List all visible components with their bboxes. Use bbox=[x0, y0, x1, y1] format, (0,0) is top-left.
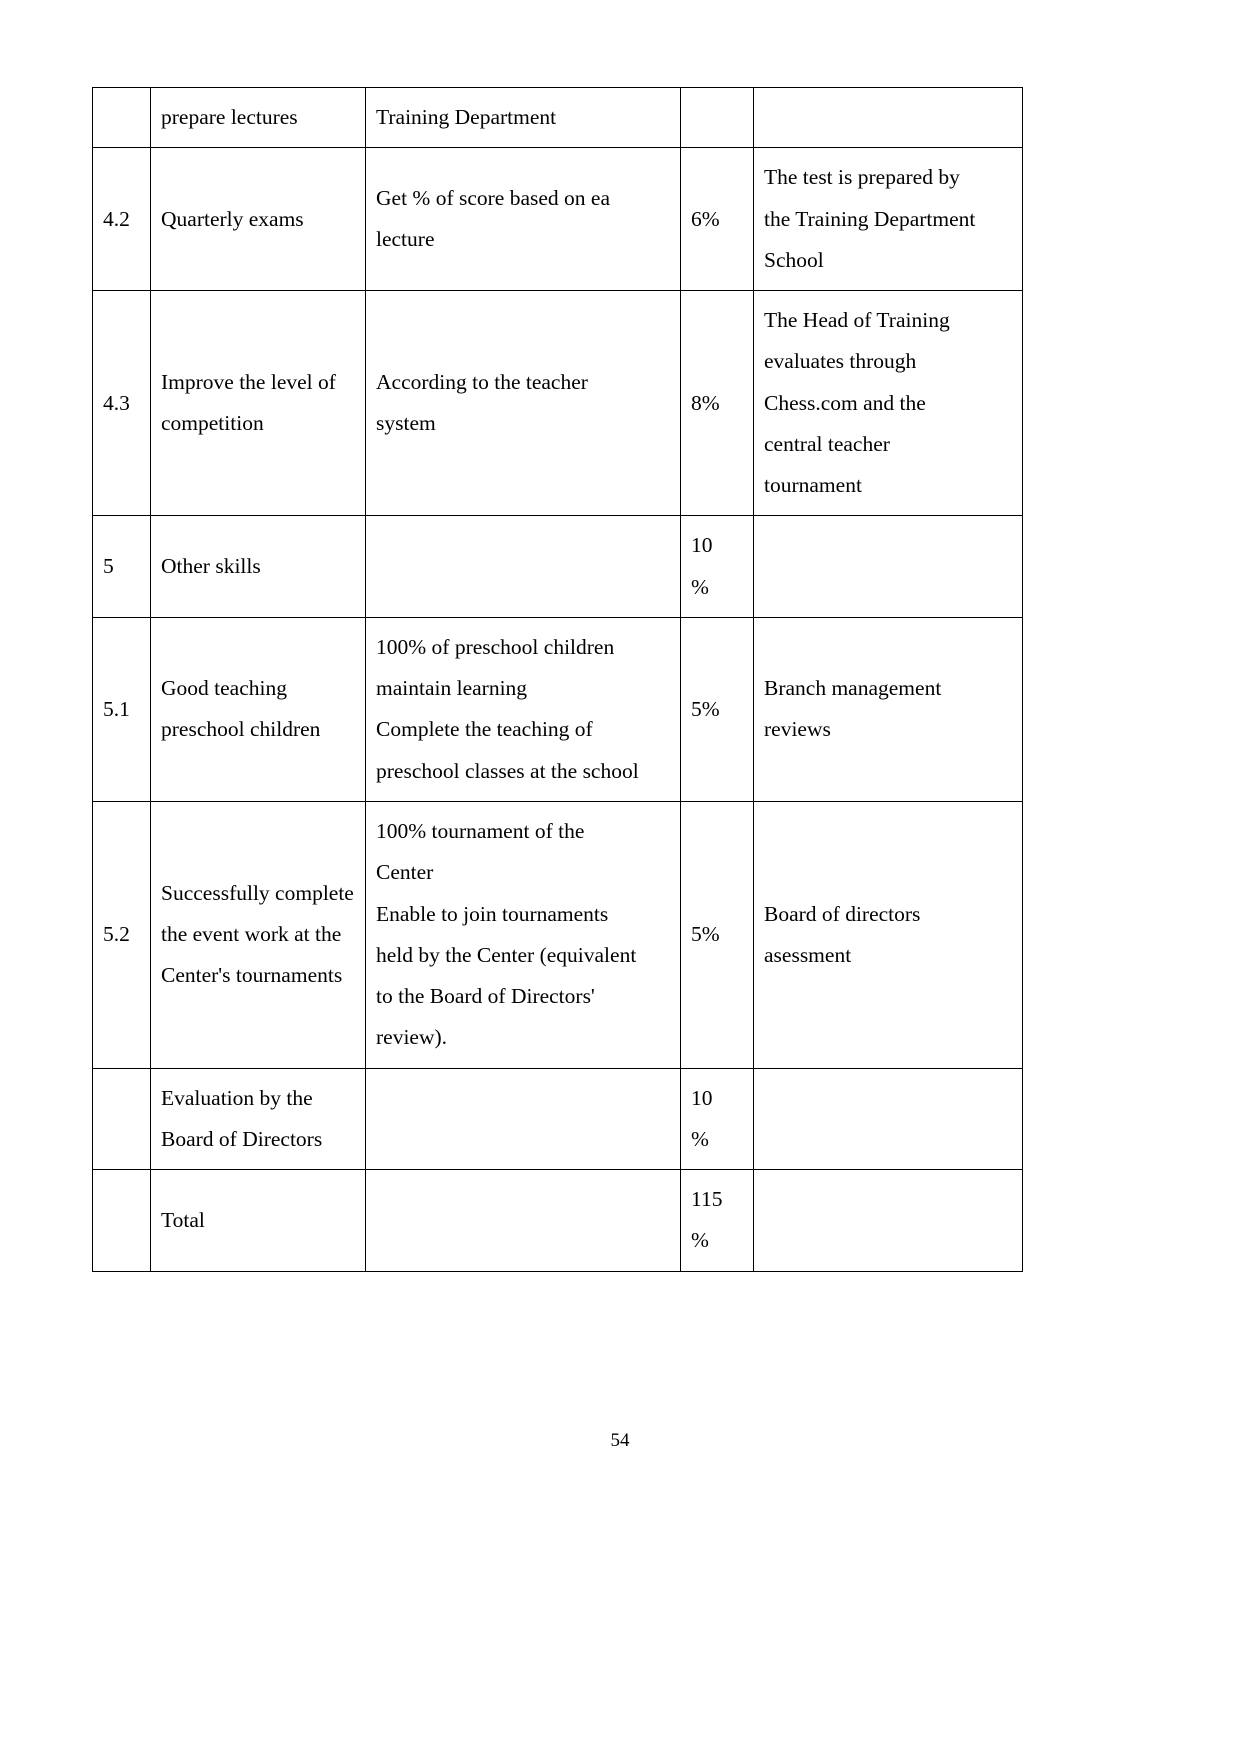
text-line: 5.2 bbox=[103, 922, 130, 947]
cell-description-text bbox=[376, 811, 671, 1059]
cell-row-number bbox=[93, 148, 151, 291]
cell-evaluator-note bbox=[754, 1068, 1023, 1170]
text-line: reviews bbox=[764, 717, 831, 742]
cell-weight-text bbox=[691, 1179, 744, 1262]
text-line: Good teaching preschool children bbox=[161, 676, 321, 742]
text-line: 10 bbox=[691, 1085, 713, 1110]
cell-criteria bbox=[151, 516, 366, 618]
cell-weight-text bbox=[691, 199, 744, 240]
text-line: Evaluation by the Board of Directors bbox=[161, 1085, 323, 1151]
cell-description bbox=[366, 516, 681, 618]
table-row bbox=[93, 801, 1023, 1068]
cell-description bbox=[366, 1170, 681, 1272]
cell-row-number bbox=[93, 516, 151, 618]
cell-criteria-text bbox=[161, 1078, 356, 1161]
cell-criteria-text bbox=[161, 362, 356, 445]
text-line: 115 bbox=[691, 1187, 723, 1212]
cell-criteria bbox=[151, 291, 366, 516]
cell-evaluator-note-text bbox=[764, 157, 1013, 281]
cell-row-number bbox=[93, 88, 151, 148]
text-line: Other skills bbox=[161, 554, 261, 579]
text-line: Board of directors bbox=[764, 901, 921, 926]
cell-evaluator-note bbox=[754, 801, 1023, 1068]
cell-weight bbox=[681, 1170, 754, 1272]
cell-weight-text bbox=[691, 689, 744, 730]
cell-evaluator-note-text bbox=[764, 894, 1013, 977]
table-body bbox=[93, 88, 1023, 1272]
text-line: Enable to join tournaments bbox=[376, 901, 609, 926]
text-line: maintain learning bbox=[376, 676, 528, 701]
text-line: % bbox=[691, 574, 709, 599]
cell-evaluator-note-text bbox=[764, 668, 1013, 751]
text-line: 100% tournament of the bbox=[376, 818, 585, 843]
cell-weight-text bbox=[691, 1078, 744, 1161]
text-line: held by the Center (equivalent bbox=[376, 942, 637, 967]
text-line: review). bbox=[376, 1025, 448, 1050]
text-line: 6% bbox=[691, 206, 720, 231]
text-line: The test is prepared by bbox=[764, 165, 960, 190]
text-line: 5 bbox=[103, 554, 114, 579]
text-line: asessment bbox=[764, 942, 852, 967]
cell-description bbox=[366, 801, 681, 1068]
text-line: % bbox=[691, 1126, 709, 1151]
cell-row-number bbox=[93, 617, 151, 801]
text-line: lecture bbox=[376, 227, 435, 252]
cell-criteria-text bbox=[161, 668, 356, 751]
cell-criteria bbox=[151, 1068, 366, 1170]
table-row bbox=[93, 1068, 1023, 1170]
cell-description bbox=[366, 88, 681, 148]
cell-row-number bbox=[93, 801, 151, 1068]
cell-criteria bbox=[151, 88, 366, 148]
table-row bbox=[93, 617, 1023, 801]
cell-weight-text bbox=[691, 525, 744, 608]
text-line: central teacher bbox=[764, 431, 890, 456]
cell-description-text bbox=[376, 627, 671, 792]
cell-evaluator-note bbox=[754, 617, 1023, 801]
cell-criteria bbox=[151, 148, 366, 291]
cell-description bbox=[366, 1068, 681, 1170]
text-line: Get % of score based on ea bbox=[376, 185, 611, 210]
cell-weight bbox=[681, 88, 754, 148]
text-line: 5% bbox=[691, 922, 720, 947]
table-row bbox=[93, 291, 1023, 516]
cell-description-text bbox=[376, 362, 671, 445]
text-line: system bbox=[376, 411, 436, 436]
text-line: Branch management bbox=[764, 676, 942, 701]
cell-evaluator-note bbox=[754, 1170, 1023, 1272]
text-line: the Training Department bbox=[764, 206, 976, 231]
cell-criteria bbox=[151, 617, 366, 801]
cell-description-text bbox=[376, 178, 671, 261]
cell-evaluator-note bbox=[754, 516, 1023, 618]
cell-row-number-text bbox=[103, 546, 141, 587]
text-line: 8% bbox=[691, 390, 720, 415]
text-line: Center bbox=[376, 860, 434, 885]
cell-row-number-text bbox=[103, 199, 141, 240]
cell-criteria-text bbox=[161, 873, 356, 997]
text-line: 100% of preschool children bbox=[376, 634, 615, 659]
cell-weight bbox=[681, 148, 754, 291]
cell-row-number-text bbox=[103, 914, 141, 955]
text-line: 5.1 bbox=[103, 696, 130, 721]
text-line: Successfully complete the event work at the Center's tournaments bbox=[161, 880, 354, 988]
text-line: School bbox=[764, 247, 824, 272]
table-row bbox=[93, 148, 1023, 291]
cell-evaluator-note bbox=[754, 148, 1023, 291]
evaluation-criteria-table-container bbox=[92, 87, 1022, 1272]
text-line: The Head of Training bbox=[764, 308, 950, 333]
text-line: preschool classes at the school bbox=[376, 758, 639, 783]
cell-description bbox=[366, 148, 681, 291]
text-line: % bbox=[691, 1228, 709, 1253]
cell-description bbox=[366, 291, 681, 516]
text-line: evaluates through bbox=[764, 349, 917, 374]
cell-description-text bbox=[376, 97, 671, 138]
table-row bbox=[93, 1170, 1023, 1272]
table-row bbox=[93, 516, 1023, 618]
page-number: 54 bbox=[610, 1430, 630, 1451]
cell-row-number bbox=[93, 291, 151, 516]
text-line: Improve the level of competition bbox=[161, 369, 336, 436]
evaluation-criteria-table bbox=[92, 87, 1023, 1272]
cell-weight bbox=[681, 516, 754, 618]
text-line: to the Board of Directors' bbox=[376, 984, 595, 1009]
cell-row-number bbox=[93, 1170, 151, 1272]
cell-weight bbox=[681, 1068, 754, 1170]
text-line: Total bbox=[161, 1207, 205, 1232]
text-line: Training Department bbox=[376, 105, 557, 129]
text-line: 4.3 bbox=[103, 390, 130, 415]
cell-criteria-text bbox=[161, 97, 356, 138]
text-line: 5% bbox=[691, 696, 720, 721]
cell-row-number-text bbox=[103, 383, 141, 424]
text-line: Chess.com and the bbox=[764, 390, 926, 415]
table-row bbox=[93, 88, 1023, 148]
cell-weight bbox=[681, 801, 754, 1068]
cell-criteria bbox=[151, 1170, 366, 1272]
cell-criteria-text bbox=[161, 546, 356, 587]
cell-weight-text bbox=[691, 914, 744, 955]
cell-weight bbox=[681, 291, 754, 516]
cell-criteria-text bbox=[161, 199, 356, 240]
text-line: 4.2 bbox=[103, 206, 130, 231]
text-line: 10 bbox=[691, 533, 713, 558]
cell-evaluator-note bbox=[754, 88, 1023, 148]
cell-row-number-text bbox=[103, 689, 141, 730]
cell-evaluator-note-text bbox=[764, 300, 1013, 506]
text-line: According to the teacher bbox=[376, 369, 588, 394]
cell-criteria-text bbox=[161, 1200, 356, 1241]
text-line: prepare lectures bbox=[161, 105, 298, 129]
cell-weight bbox=[681, 617, 754, 801]
text-line: Complete the teaching of bbox=[376, 717, 593, 742]
cell-evaluator-note bbox=[754, 291, 1023, 516]
cell-criteria bbox=[151, 801, 366, 1068]
cell-weight-text bbox=[691, 383, 744, 424]
cell-row-number bbox=[93, 1068, 151, 1170]
text-line: tournament bbox=[764, 473, 862, 498]
text-line: Quarterly exams bbox=[161, 206, 304, 231]
cell-description bbox=[366, 617, 681, 801]
